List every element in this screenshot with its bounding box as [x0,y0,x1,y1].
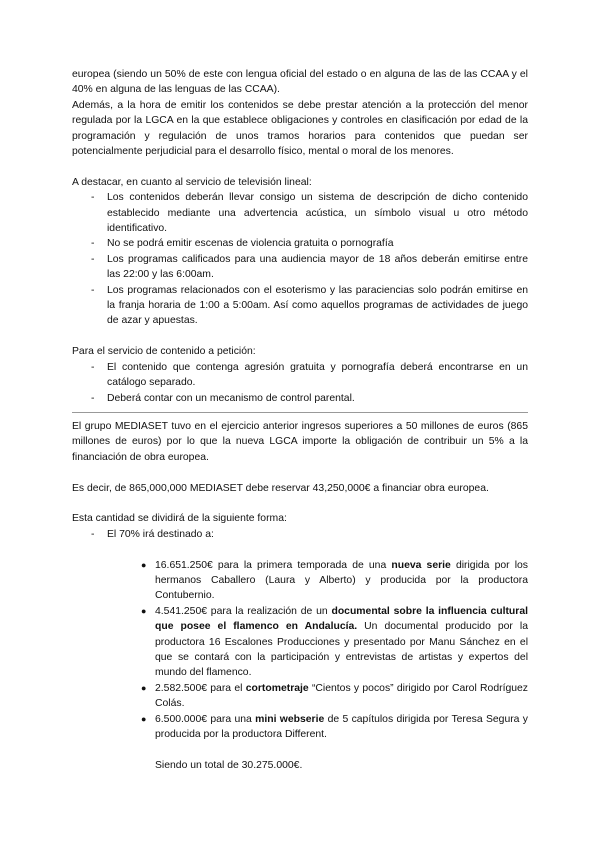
allocation-item [141,604,528,681]
bullet-marker: ● [141,605,147,616]
list-item [91,283,528,329]
text: 2.582.500€ para el [155,682,246,694]
list-item-text: Los contenidos deberán llevar consigo un sistema de descripción de dicho contenido establecido mediante una advertencia acústica, un símbolo visual u otro método identificativo. [107,192,528,235]
dash-marker: - [91,192,95,204]
document-page [72,67,528,773]
text: 6.500.000€ para una [155,713,256,725]
intro-paragraph-1: europea (siendo un 50% de este con lengua oficial del estado o en alguna de las de las CCAA y el 40% en alguna de las lenguas de las CCAA). [72,69,528,96]
division-list [72,527,528,542]
dash-marker: - [91,253,95,265]
bold-text: cortometraje [245,682,309,694]
list-item [91,391,528,406]
intro-paragraph-2: Además, a la hora de emitir los contenidos se debe prestar atención a la protección del menor regulada por la LGCA en la que establece obligaciones y controles en clasificación por edad de la programación y regulación de unos tramos horarios para contenidos que puedan ser potencialmente perjudicial para el desarrollo físico, mental o moral de los menores. [72,99,528,158]
list-item-text: Los programas calificados para una audiencia mayor de 18 años deberán emitirse entre las 22:00 y las 6:00am. [107,253,528,281]
allocation-item [141,558,529,604]
bullet-marker: ● [141,559,147,570]
text: 4.541.250€ para la realización de un [155,605,332,617]
list-item [91,527,528,542]
bold-text: nueva serie [391,559,451,571]
list-item-text: No se podrá emitir escenas de violencia gratuita o pornografía [107,238,394,250]
horizontal-divider [72,412,528,413]
text: “Cientos y pocos” dirigido por Carol Rodríguez Colás. [155,682,528,710]
dash-marker: - [91,284,95,296]
bold-text: mini webserie [255,713,325,725]
allocation-list [72,558,528,743]
division-heading: Esta cantidad se dividirá de la siguiente forma: [72,513,287,525]
reserve-paragraph: Es decir, de 865,000,000 MEDIASET debe reservar 43,250,000€ a financiar obra europea. [72,482,489,494]
mediaset-paragraph: El grupo MEDIASET tuvo en el ejercicio anterior ingresos superiores a 50 millones de euros (865 millones de euros) por lo que la nueva LGCA importe la obligación de contribuir un 5% a la financiación de obra europea. [72,420,528,463]
list-item [91,236,528,251]
list-item [91,252,528,283]
text: Un documental producido por la productora 16 Escalones Producciones y presentado por Manu Sánchez en el que se contará con la participación y entrevistas de artistas y expertos del mundo del flamenco. [155,621,528,679]
ondemand-list [72,360,528,406]
dash-marker: - [91,528,95,540]
allocation-item [141,712,528,743]
allocation-item [141,681,528,712]
bullet-marker: ● [141,713,147,724]
list-item-text: El contenido que contenga agresión gratuita y pornografía deberá encontrarse en un catálogo separado. [107,361,528,389]
bullet-marker: ● [141,682,147,693]
linear-list [72,190,528,329]
total-text: Siendo un total de 30.275.000€. [155,759,303,771]
ondemand-heading: Para el servicio de contenido a petición: [72,346,256,358]
list-item-text: Deberá contar con un mecanismo de control parental. [107,392,355,404]
dash-marker: - [91,361,95,373]
bold-text: documental sobre la influencia cultural que posee el flamenco en Andalucía. [155,605,528,633]
list-item [91,190,528,236]
list-item-text: Los programas relacionados con el esoterismo y las paraciencias solo podrán emitirse en la franja horaria de 1:00 a 5:00am. Así como aquellos programas de actividades de juego de azar y apuestas. [107,284,528,327]
list-item-text: El 70% irá destinado a: [107,528,214,540]
text: dirigida por los hermanos Caballero (Laura y Alberto) y producida por la productora Contubernio. [155,559,529,602]
text: 16.651.250€ para la primera temporada de una [155,559,392,571]
list-item [91,360,528,391]
dash-marker: - [91,238,95,250]
text: de 5 capítulos dirigida por Teresa Segura y producida por la productora Different. [155,713,528,740]
linear-heading: A destacar, en cuanto al servicio de televisión lineal: [72,176,312,188]
dash-marker: - [91,392,95,404]
